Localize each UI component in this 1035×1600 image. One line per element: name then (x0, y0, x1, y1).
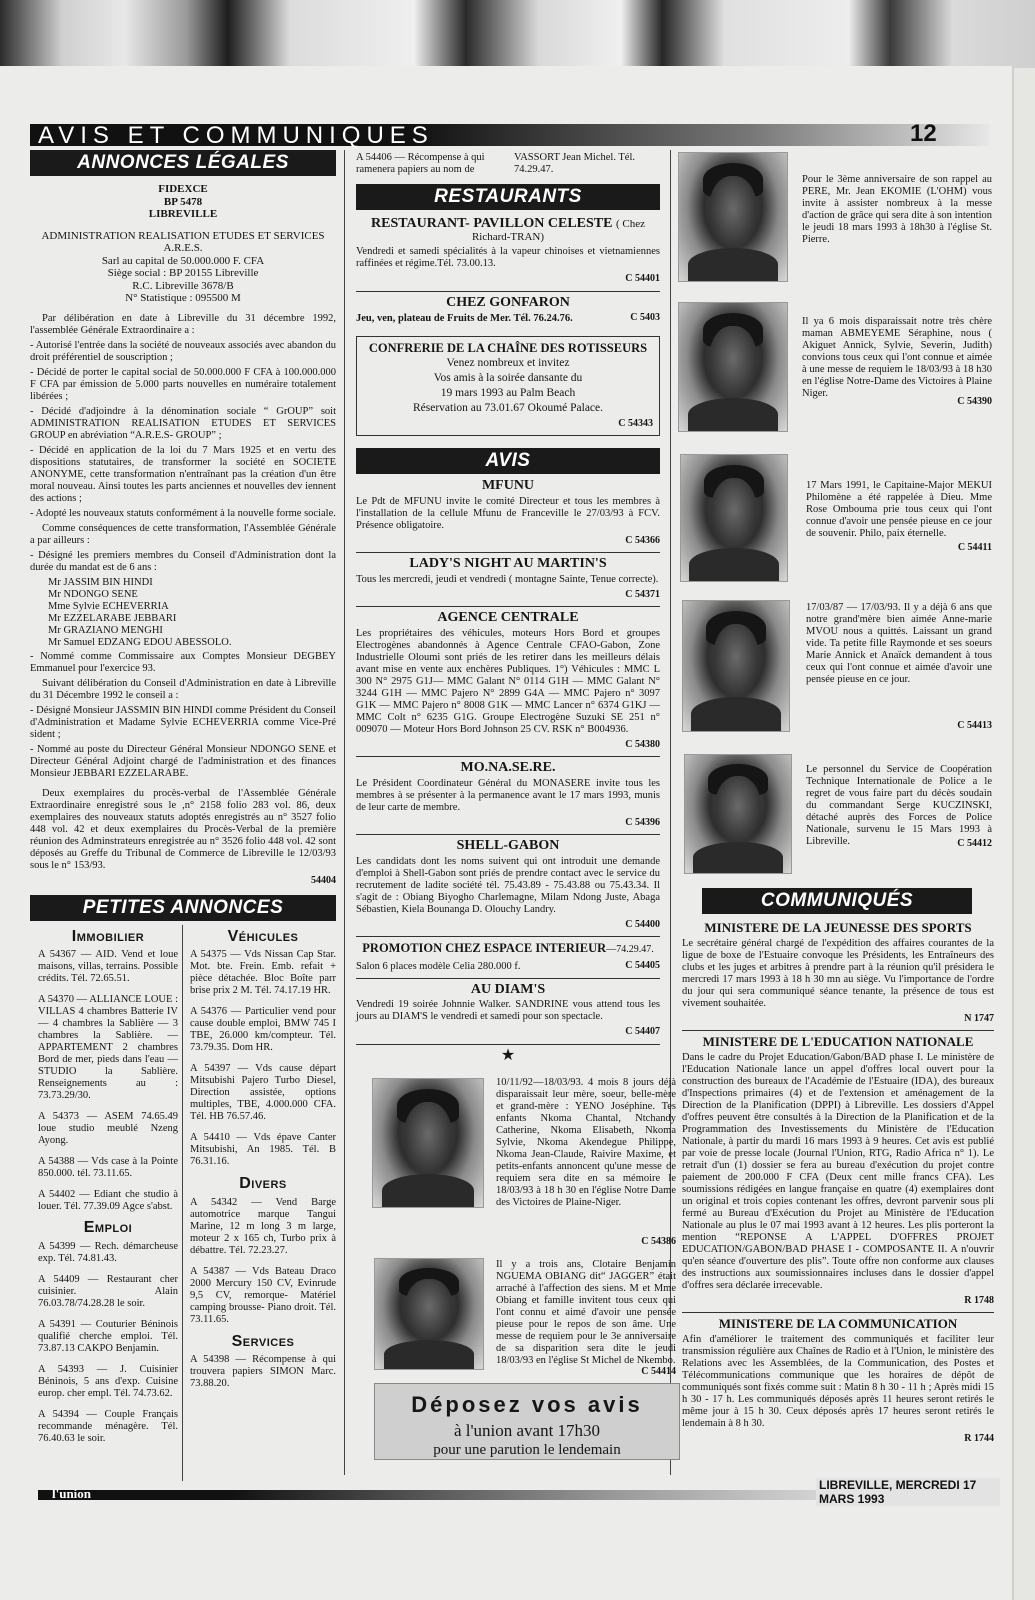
legal-paragraph: - Désigné Monsieur JASSMIN BIN HINDI comme Président du Conseil d'Administration et Madame Sylvie ECHEVERRIA comme Vice-Pré sident ; (30, 704, 336, 740)
board-member: Mr NDONGO SENE (48, 588, 138, 600)
classified-ad: A 54409 — Restaurant cher cuisinier. Alain 76.03.78/74.28.28 le soir. (38, 1273, 178, 1309)
avis-title: PROMOTION CHEZ ESPACE INTERIEUR (362, 941, 607, 955)
classified-ad: A 54342 — Vend Barge automotrice marque Tangui Marine, 12 m long 3 m large, moteur 2 x 165 ch, Turbo prix à débattre. Tél. 72.23.27. (190, 1196, 336, 1256)
legal-paragraph: - Décidé de porter le capital social de 50.000.000 F CFA à 100.000.000 F CFA par émission de 5.000 parts nouvelles en numéraire totalement libérées ; (30, 366, 336, 402)
portrait-photo (678, 302, 788, 432)
addr-line: BP 5478 (163, 195, 203, 208)
legal-paragraph: - Décidé d'adjoindre à la dénomination sociale “ GrOUP” soit ADMINISTRATION REALISATION ETUDES ET SERVICES GROUP en abréviation “A.R.E.S- GROUP” ; (30, 405, 336, 441)
lost-papers-ad: A 54406 — Récompense à qui ramenera papiers au nom de (356, 152, 485, 175)
company-acronym: A.R.E.S. (163, 242, 203, 254)
board-member: Mr Samuel EDZANG EDOU ABESSOLO. (48, 636, 232, 648)
page-number: 12 (910, 120, 937, 147)
avis-text: Le Président Coordinateur Général du MONASERE invite tous les membres à se présenter à la permanence avant le 17 mars 1993, munis de leur carte de membre. (356, 777, 660, 813)
legal-paragraph: - Décidé en application de la loi du 7 Mars 1925 et en vertu des dispositions statutaires, de transformer la société en SOCIETE ANONYME, cette transformation n'entraînant pas la création d'un être moral nouveau. Ainsi toutes les parts anciennes et nouvelles dev iennent des actions ; (30, 444, 336, 504)
classified-ad: A 54402 — Ediant che studio à louer. Tél. 77.39.09 Agce s'abst. (38, 1189, 178, 1212)
ad-code: C 54390 (957, 396, 992, 407)
section-banner (30, 120, 1000, 149)
ad-code: N 1747 (964, 1012, 994, 1024)
ad-code: C 54386 (641, 1236, 676, 1247)
legal-paragraph: Par délibération en date à Libreville du 31 décembre 1992, l'assemblée Générale Extraordinaire a : (30, 312, 336, 336)
obituary-text: Pour le 3ème anniversaire de son rappel au PERE, Mr. Jean EKOMIE (L'OHM) vous invite à assister nombreux à la messe d'action de grâce qui sera dite à son intention le jeudi 18 mars 1993 à 18h30 à l'église St. Pierre. (802, 174, 992, 245)
portrait-photo (678, 152, 788, 282)
portrait-photo (680, 454, 788, 582)
portrait-photo (372, 1078, 484, 1208)
classified-ad: A 54399 — Rech. démarcheuse exp. Tél. 74.81.43. (38, 1240, 178, 1264)
communique-text: Dans le cadre du Projet Education/Gabon/BAD phase I. Le ministère de l'Education Nationale lance un appel d'offres local ouvert pour la construction des bureaux de l'Académie de l'Estuaire (IDA), des bureaux d'Inspections primaires (4) et de l'extension et aménagement de la Direction de la Planification (DPPI) à Libreville. Les dossiers d'Appel d'offres peuvent être consultés à la Direction de la Planification et de la Programmation des Investissements du Ministère de l'Education Nationale, à partir du mardi 16 mars 1993 à 9 heures. Cet avis est publié par voie de presse locale (Journal l'Union, RTG, Radio Africa n° 1). Le retrait d'un (1) dossier se fera au bureau d'exécution du projet contre paiement de 200.000 F CFA (Deux cent mille francs CFA). Les soumissions rédigées en langue française en quatre (4) exemplaires dont un original et trois copies contenant les offres, devront parvenir sous pli fermé au Bureau d'Exécution du Projet au Ministère de l'Education Nationale au plus le 07 mai 1993 avant à 12 heures. Les plis porteront la mention “REPONSE A L'APPEL D'OFFRES PROJET EDUCATION/GABON/BAD PHASE I - COMPOSANTE II. A n'ouvrir qu'en séance d'ouverture des plis”. Toute offre non conforme aux clauses des instructions aux soumissionnaires incluses dans le dossier d'appel d'offres sera déclarée irrecevable. (682, 1051, 994, 1291)
category-services: Services (231, 1332, 295, 1350)
ad-code: C 54366 (625, 534, 660, 546)
middle-column (356, 150, 660, 1066)
obituary-text: Il y a trois ans, Clotaire Benjamin NGUEMA OBIANG dit“ JAGGER” était arraché à l'affection des siens. M et Mme Obiang et famille invitent tous ceux qui l'ont connu et aimé d'avoir une pensée pieuse pour le repos de son âme. Une messe de requiem pour le 3e anniversaire de sa disparition sera dite le jeudi 18/03/93 en l'église St Michel de Nkembo. (496, 1259, 676, 1366)
board-member: Mr GRAZIANO MENGHI (48, 624, 163, 636)
avis-header: AVIS (356, 448, 660, 474)
avis-text: Salon 6 places modèle Celia 280.000 f. (356, 960, 521, 972)
company-siege: Siège social : BP 20155 Libreville (107, 267, 259, 279)
lost-papers-contact: VASSORT Jean Michel. Tél. 74.29.47. (514, 152, 635, 175)
ad-code: C 54371 (625, 588, 660, 600)
portrait-photo (684, 754, 792, 874)
obituary-text: Il ya 6 mois disparaissait notre très chère maman ABMEYEME Séraphine, nous ( Akiguet Annick, Sylvie, Severin, Judith) convions tous ceux qui l'ont connue et aimée à une messe de requiem le 18/03/93 à 18 h30 en l'église Notre-Dame des Victoires à Plaine Niger. (802, 316, 993, 399)
ad-code: R 1744 (964, 1432, 994, 1444)
communiques-header: COMMUNIQUÉS (702, 888, 972, 914)
avis-title: MO.NA.SE.RE. (460, 760, 556, 775)
board-member: Mme Sylvie ECHEVERRIA (48, 600, 169, 612)
ad-code: C 54343 (618, 418, 653, 429)
restaurants-header: RESTAURANTS (356, 184, 660, 210)
board-member: Mr JASSIM BIN HINDI (48, 576, 153, 588)
legal-paragraph: - Adopté les nouveaux statuts conformément à la nouvelle forme sociale. (30, 507, 336, 519)
obituary-text: Le personnel du Service de Coopération Technique Internationale de Police a le regret de vous faire part du décès soudain du commandant Serge KUCZINSKI, détaché auprès des Forces de Police Nationale, survenu le 15 Mars 1993 à Libreville. (806, 764, 992, 847)
obituary-text: 17 Mars 1991, le Capitaine-Major MEKUI Philomène a été rappelée à Dieu. Mme Rose Ombouma prie tous ceux qui l'ont connue d'avoir une pensée pieuse en ce jour de souvenir. Philo, paix éternelle. (806, 480, 992, 539)
communiques-section (682, 888, 994, 1445)
ad-code: C 54412 (957, 838, 992, 849)
communique-title: MINISTERE DE LA JEUNESSE DES SPORTS (704, 920, 972, 935)
restaurant-title: CHEZ GONFARON (446, 294, 570, 310)
company-capital: Sarl au capital de 50.000.000 F. CFA (101, 254, 265, 267)
avis-title: LADY'S NIGHT AU MARTIN'S (409, 556, 607, 571)
classified-ad: A 54410 — Vds épave Canter Mitsubishi, An 1985. Tél. B 76.31.16. (190, 1132, 336, 1167)
ad-code: C 54400 (625, 918, 660, 930)
restaurant-text: Vendredi et samedi spécialités à la vapeur chinoises et vietnamiennes raffinées et régime.Tél. 73.00.13. (356, 246, 660, 269)
portrait-photo (682, 600, 790, 732)
restaurant-subtitle: ( Chez Richard-TRAN) (471, 218, 645, 243)
classified-ad: A 54375 — Vds Nissan Cap Star. Mot. bte. Frein. Emb. refait + pièce détachée. Bloc Boîte parr brise prix 2 M. Tél. 74.17.19 HR. (190, 949, 336, 996)
ad-code: R 1748 (964, 1294, 994, 1306)
addr-line: FIDEXCE (158, 183, 208, 195)
legal-paragraph: Deux exemplaires du procès-verbal de l'Assemblée Générale Extraordinaire enregistré sous le ,n° 2158 folio 283 vol. 86, deux exemplaires des nouveaux statuts adoptés enregistrés au n° 3527 folio 448 vol. 42 et deux exemplaires du Procès-Verbal de la première réunion des Adminstrateurs enregistrée au n° 3526 folio 448 vol. 42 sont déposés au Greffe du Tribunal de Commerce de Libreville le 12/03/93 sous le n° 153/93. (30, 787, 336, 871)
avis-text: Les candidats dont les noms suivent qui ont introduit une demande d'emploi à Shell-Gabon sont priés de prendre contact avec le service du recrutement de ladite société tél. 75.43.89 - 75.43.88 ou 75.43.34. Il s'agit de : Obiang Biyogho Charlemagne, Milam Ndong Juste, Abaga Sébastien, Kiela Bounanga D. Olouchy Landry. (356, 855, 660, 915)
ad-code: C 54413 (957, 720, 992, 731)
addr-line: LIBREVILLE (148, 208, 218, 220)
legal-notices-column (30, 150, 336, 1481)
category-emploi: Emploi (83, 1219, 133, 1236)
avis-text: Vendredi 19 soirée Johnnie Walker. SANDRINE vous attend tous les jours au DIAM'S le vendredi et samedi pour son spectacle. (356, 999, 660, 1022)
category-divers: Divers (239, 1175, 287, 1192)
legal-paragraph: - Autorisé l'entrée dans la société de nouveaux associés avec abandon du droit préférentiel de souscription ; (30, 339, 336, 363)
classified-ad: A 54370 — ALLIANCE LOUE : VILLAS 4 chambres Batterie IV — 4 chambres la Sablière — 3 chambres la Sablière. — APPARTEMENT 2 chambres Bord de mer, pieds dans l'eau —STUDIO la Sablière. Renseignements au : 73.73.29/30. (38, 994, 178, 1101)
ad-code: C 54401 (625, 273, 660, 284)
classified-ad: A 54376 — Particulier vend pour cause double emploi, BMW 745 I TBE, 26.000 km/compteur. Tél. 73.79.35. Dom HR. (190, 1006, 336, 1053)
column-divider (344, 150, 345, 1475)
ad-code: C 54414 (641, 1366, 676, 1377)
category-vehicules: Véhicules (227, 927, 299, 945)
obituary-text: 10/11/92—18/03/93. 4 mois 8 jours déjà disparaissait leur mère, soeur, belle-mère et grand-mère : YENO Joséphine. Tes enfants Nkoma Chantal, Ntchandy Catherine, Nkoma Elisabeth, Nkoma Sylvie, Nkoma Akendegue Philippe, Nkoma Jean-Claude, Raivire Maxime, et petits-enfants annoncent qu'une messe de requiem sera dite en sa mémoire le 18/03/93 à 18 h 30 en l'église Notre Dame des Victoires de Plaine-Niger. (496, 1077, 676, 1208)
ad-code: C 54411 (957, 542, 992, 553)
classified-ad: A 54394 — Couple Français recommande ménagère. Tél. 76.40.63 le soir. (38, 1408, 178, 1444)
issue-date: LIBREVILLE, MERCREDI 17 MARS 1993 (816, 1478, 1000, 1506)
restaurant-text: Jeu, ven, plateau de Fruits de Mer. Tél. 76.24.76. (356, 313, 573, 324)
box-line: Vos amis à la soirée dansante du (433, 372, 583, 384)
deposez-box (374, 1383, 680, 1460)
category-immobilier: Immobilier (71, 927, 145, 945)
legal-paragraph: - Désigné les premiers membres du Conseil d'Administration dont la durée du mandat est de 6 ans : (30, 549, 336, 573)
classified-ad: A 54387 — Vds Bateau Draco 2000 Mercury 150 CV, Evinrude 9,5 CV, remorque- Matériel camping brousse- Piano droit. Tél. 73.11.65. (190, 1265, 336, 1325)
company-stat: N° Statistique : 095500 M (125, 292, 241, 304)
avis-title: MFUNU (481, 478, 535, 493)
avis-title: AU DIAM'S (470, 981, 546, 997)
board-member: Mr EZZELARABE JEBBARI (48, 612, 177, 624)
company-name: ADMINISTRATION REALISATION ETUDES ET SERVICES (41, 229, 325, 242)
communique-text: Afin d'améliorer le traitement des communiqués et faciliter leur transmission régulière aux Chaînes de Radio et à l'Union, le ministère des Relations avec les Assemblées, de la Communication, des Postes et Télécommunications communique que les horaires de dépôt de communiqués sont fixés comme suit : Matin 8 h 30 - 11 h ; Après midi 15 h 30 - 17 h. Les communiqués déposés après 11 heures seront retirés le même jour à 15 h 30. Ceux déposés après 17 heures seront retirés le lendemain à 8 h 30. (682, 1333, 994, 1429)
deposez-line: à l'union avant 17h30 (453, 1421, 601, 1440)
communique-text: Le secrétaire général chargé de l'expédition des affaires courantes de la ligue de boxe de l'Estuaire convoque les Présidents, les Entraîneurs des clubs et les juges et arbitres à prendre part à la réunion qu'il présidera le mercredi 17 mars 1993 à 18 h 30 mn au siège. Vu l'importance de l'ordre du jour qui sera communiqué séance tenante, la présence de tous est vivement souhaitée. (682, 937, 994, 1009)
box-title: CONFRERIE DE LA CHAÎNE DES ROTISSEURS (368, 341, 648, 355)
legal-paragraph: - Nommé comme Commissaire aux Comptes Monsieur DEGBEY Emmanuel pour l'exercice 93. (30, 650, 336, 674)
legal-paragraph: Comme conséquences de cette transformation, l'Assemblée Générale a par ailleurs : (30, 522, 336, 546)
legal-paragraph: - Nommé au poste du Directeur Général Monsieur NDONGO SENE et Directeur Général Adjoint chargé de l'administration et des finances Monsieur JEBBARI EZZELARABE. (30, 743, 336, 779)
box-line: 19 mars 1993 au Palm Beach (440, 387, 576, 399)
portrait-photo (374, 1258, 484, 1370)
ad-code: C 54407 (625, 1026, 660, 1037)
classified-ad: A 54397 — Vds cause départ Mitsubishi Pajero Turbo Diesel, Direction assistée, options multiples, TBE, 4.000.000 CFA. Tél. HB 76.57.46. (190, 1063, 336, 1122)
avis-text: Les propriétaires des véhicules, moteurs Hors Bord et groupes Electrogènes abandonnés à Agence Centrale CFAO-Gabon, Zone Industrielle Oloumi sont priés de les retirer dans les meilleurs délais avant mise en vente aux enchères Publiques. 1°) Véhicules : MMC L 300 N° 2975 G1J— MMC Galant N° 0114 G1H — MMC Galant N° 3244 G1H — MMC Pajero N° 2899 G4A — MMC Pajero n° 3097 G1K — MMC Pajero n° 8008 G1K — MMC Lancer n° 6374 G1KJ — MMC Colt n° 6235 G1G. Groupe Electrogène Suzuki SE 251 n° 009070 — Moteur Hors Bord Johnson 25 CV. RSK n° B004936. (356, 627, 660, 735)
communique-title: MINISTERE DE LA COMMUNICATION (718, 1316, 958, 1331)
avis-title: AGENCE CENTRALE (437, 610, 579, 625)
avis-text: Le Pdt de MFUNU invite le comité Directeur et tous les membres à l'installation de la cellule Mfunu de Franceville le 27/03/93 à FCV. Présence obligatoire. (356, 495, 660, 531)
page-footer (38, 1478, 1000, 1506)
ad-code: C 54380 (625, 738, 660, 750)
communique-title: MINISTERE DE L'EDUCATION NATIONALE (702, 1034, 974, 1049)
ad-code: 54404 (311, 874, 336, 886)
avis-text: Tous les mercredi, jeudi et vendredi ( montagne Sainte, Tenue correcte). (356, 573, 659, 585)
classified-ad: A 54393 — J. Cuisinier Béninois, 5 ans d'exp. Cuisine europ. cher empl. Tél. 74.73.62. (38, 1363, 178, 1399)
ad-code: C 5403 (630, 312, 660, 323)
classifieds-header: PETITES ANNONCES (30, 895, 336, 921)
rotisseurs-box (356, 336, 660, 436)
classified-ad: A 54388 — Vds case à la Pointe 850.000. tél. 73.11.65. (38, 1156, 178, 1179)
column-divider (182, 925, 183, 1481)
star-icon: ★ (500, 1046, 516, 1064)
box-line: Venez nombreux et invitez (446, 357, 570, 369)
box-line: Réservation au 73.01.67 Okoumé Palace. (412, 402, 604, 414)
obituary-text: 17/03/87 — 17/03/93. Il y a déjà 6 ans que notre grand'mère bien aimée Anne-marie MVOU nous a quittés. Laissant un grand vide. Ta petite fille Raymonde et ses soeurs Marie Annick et Anaïck demandent à tous ceux qui l'ont connue et aimée d'avoir une pensée pieuse en ce jour. (806, 602, 992, 685)
section-title: AVIS ET COMMUNIQUES (38, 122, 434, 149)
newspaper-logo: l'union (52, 1486, 92, 1501)
deposez-line: pour une parution le lendemain (433, 1442, 621, 1458)
restaurant-title: RESTAURANT- PAVILLON CELESTE (371, 216, 613, 231)
avis-phone: —74.29.47. (606, 944, 654, 955)
classified-ad: A 54367 — AID. Vend et loue maisons, villas, terrains. Possible crédits. Tél. 72.65.51. (38, 949, 178, 984)
legal-notices-header: ANNONCES LÉGALES (30, 150, 336, 176)
deposez-title: Déposez vos avis (411, 1392, 643, 1417)
classified-ad: A 54391 — Couturier Béninois qualifié cherche emploi. Tél. 73.87.13 CAKPO Benjamin. (38, 1318, 178, 1354)
company-rc: R.C. Libreville 3678/B (132, 279, 234, 292)
ad-code: C 54396 (625, 816, 660, 828)
scan-top-edge (0, 0, 1035, 68)
classified-ad: A 54373 — ASEM 74.65.49 loue studio meublé Nzeng Ayong. (38, 1111, 178, 1146)
avis-title: SHELL-GABON (456, 838, 560, 853)
classified-ad: A 54398 — Récompense à qui trouvera papiers SIMON Marc. 73.88.20. (190, 1354, 336, 1389)
legal-paragraph: Suivant délibération du Conseil d'Administration en date à Libreville du 31 Décembre 1992 le conseil a : (30, 677, 336, 701)
ad-code: C 54405 (625, 959, 660, 971)
